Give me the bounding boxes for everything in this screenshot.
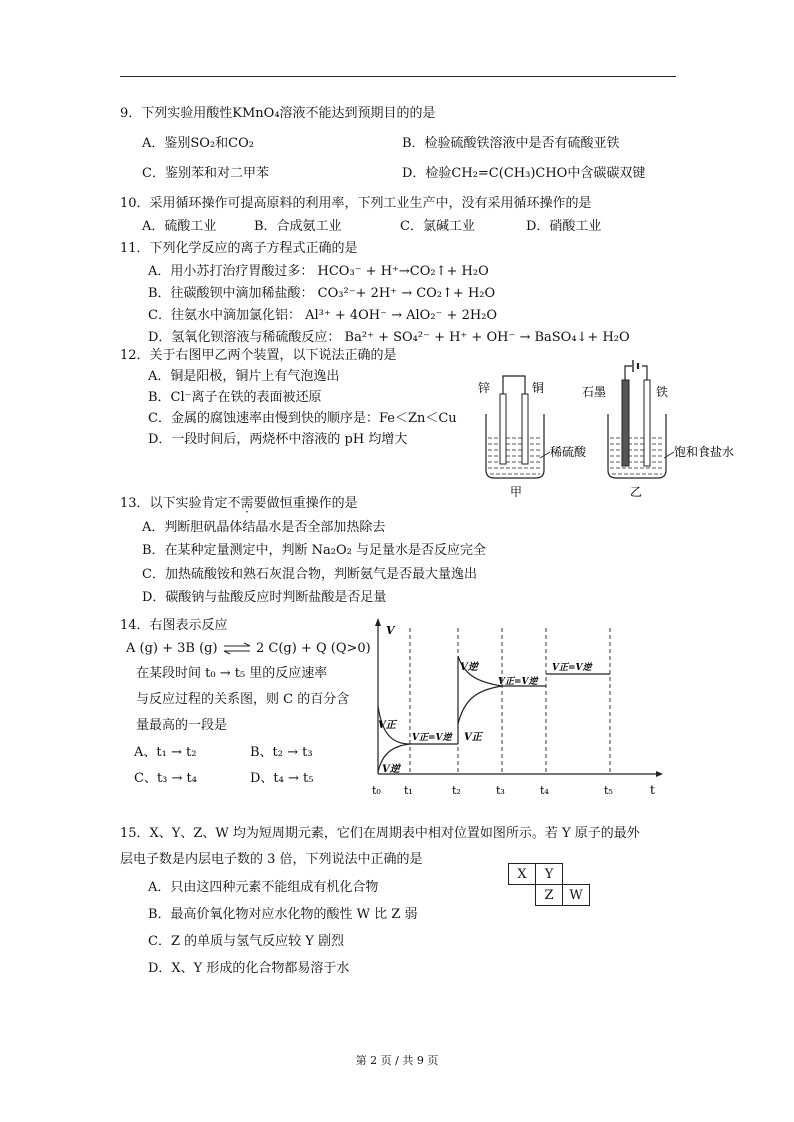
- q13-option-c: C．加热硫酸铵和熟石灰混合物，判断氨气是否最大量逸出: [142, 567, 477, 582]
- q12-stem: 12．关于右图甲乙两个装置，以下说法正确的是: [120, 348, 397, 363]
- q10-option-c: C．氯碱工业: [400, 219, 475, 234]
- reversible-arrow-icon: [222, 642, 252, 656]
- q12-option-d: D．一段时间后，两烧杯中溶液的 pH 均增大: [148, 432, 408, 447]
- header-rule: [120, 76, 676, 77]
- q10-option-d: D．硝酸工业: [526, 219, 602, 234]
- q13-stem-emphasis: 不需要: [227, 496, 267, 511]
- q14-reaction-left: A (g) + 3B (g): [126, 641, 218, 656]
- periodic-position-table: [508, 863, 590, 906]
- q15-option-d: D．X、Y 形成的化合物都易溶于水: [148, 961, 350, 976]
- q13-stem: [120, 496, 358, 512]
- q10-option-a: A．硫酸工业: [142, 219, 217, 234]
- y-axis-label: V: [386, 624, 395, 637]
- x-axis-arrow-icon: [656, 771, 663, 777]
- q9-option-d: D．检验CH₂=C(CH₃)CHO中含碳碳双键: [402, 166, 646, 181]
- q13-option-d: D．碳酸钠与盐酸反应时判断盐酸是否足量: [142, 590, 387, 605]
- q10-option-b: B．合成氨工业: [254, 219, 342, 234]
- q14-option-d: D、t₄ → t₅: [250, 771, 314, 786]
- q15-line2: 层电子数是内层电子数的 3 倍，下列说法中正确的是: [120, 852, 423, 867]
- tick-label: t₂: [452, 784, 461, 797]
- x-axis-label: t: [650, 783, 655, 797]
- y-axis-arrow-icon: [375, 618, 381, 626]
- q14-line4: 量最高的一段是: [136, 718, 228, 733]
- q15-option-a: A．只由这四种元素不能组成有机化合物: [148, 880, 379, 895]
- curve-v-forward-2: [458, 686, 502, 724]
- q9-option-b: B．检验硫酸铁溶液中是否有硫酸亚铁: [402, 136, 620, 151]
- cell-empty: [563, 864, 590, 885]
- q14-line2: 在某段时间 t₀ → t₅ 里的反应速率: [136, 666, 328, 681]
- tick-label: t₄: [540, 784, 549, 797]
- beaker-yi: [608, 360, 674, 478]
- tick-label: t₃: [496, 784, 505, 797]
- q11-option-d: D．氢氧化钡溶液与稀硫酸反应： Ba²⁺ + SO₄²⁻ + H⁺ + OH⁻ → BaSO₄↓+ H₂O: [148, 330, 630, 345]
- label-brine: 饱和食盐水: [674, 445, 735, 459]
- q14-option-b: B、t₂ → t₃: [250, 745, 313, 760]
- label-equilibrium-3: V正=V逆: [552, 663, 592, 673]
- q11-option-c: C．往氨水中滴加氯化铝： Al³⁺ + 4OH⁻ → AlO₂⁻ + 2H₂O: [148, 308, 498, 323]
- label-copper: 铜: [532, 381, 545, 395]
- q12-option-b: B．Cl⁻离子在铁的表面被还原: [148, 390, 322, 405]
- q15-line1: 15．X、Y、Z、W 均为短周期元素，它们在周期表中相对位置如图所示。若 Y 原子的最外: [120, 826, 640, 841]
- page-footer: 第 2 页 / 共 9 页: [355, 1054, 439, 1067]
- q11-option-a: A．用小苏打治疗胃酸过多： HCO₃⁻ + H⁺→CO₂↑+ H₂O: [148, 264, 489, 279]
- q14-option-a: A、t₁ → t₂: [134, 745, 197, 760]
- label-v-reverse-2: V逆: [460, 662, 478, 673]
- q14-line3: 与反应过程的关系图，则 C 的百分含: [136, 692, 350, 707]
- q13-option-b: B．在某种定量测定中，判断 Na₂O₂ 与足量水是否反应完全: [142, 543, 487, 558]
- label-jia: 甲: [510, 485, 523, 499]
- cell-x: X: [509, 864, 536, 885]
- cell-empty: [509, 885, 536, 906]
- label-v-reverse: V逆: [382, 764, 400, 775]
- label-yi: 乙: [630, 485, 643, 499]
- rate-time-chart: [364, 616, 664, 798]
- q11-stem: 11．下列化学反应的离子方程式正确的是: [120, 241, 358, 256]
- cell-w: W: [563, 885, 590, 906]
- q14-stem: 14．右图表示反应: [120, 618, 228, 633]
- label-equilibrium-2: V正=V逆: [498, 677, 538, 687]
- q9-option-c: C．鉴别苯和对二甲苯: [142, 166, 269, 181]
- q13-stem-post: 做恒重操作的是: [266, 496, 358, 511]
- label-graphite: 石墨: [582, 385, 607, 399]
- cell-y: Y: [536, 864, 563, 885]
- tick-label: t₁: [404, 784, 413, 797]
- label-acid: 稀硫酸: [550, 445, 587, 459]
- q9-stem: 9．下列实验用酸性KMnO₄溶液不能达到预期目的的是: [120, 106, 436, 121]
- q12-apparatus-figure: [470, 358, 750, 502]
- q10-stem: 10．采用循环操作可提高原料的利用率，下列工业生产中，没有采用循环操作的是: [120, 196, 592, 211]
- q15-option-c: C．Z 的单质与氢气反应较 Y 剧烈: [148, 934, 344, 949]
- label-iron: 铁: [656, 385, 669, 399]
- q12-option-c: C．金属的腐蚀速率由慢到快的顺序是：Fe＜Zn＜Cu: [148, 411, 457, 426]
- q14-option-c: C、t₃ → t₄: [134, 771, 197, 786]
- tick-label: t₅: [604, 784, 613, 797]
- q14-reaction-right: 2 C(g) + Q (Q>0): [256, 641, 371, 656]
- label-equilibrium-1: V正=V逆: [412, 733, 452, 743]
- q9-option-a: A．鉴别SO₂和CO₂: [142, 136, 254, 151]
- label-zinc: 锌: [478, 381, 491, 395]
- q11-option-b: B．往碳酸钡中滴加稀盐酸： CO₃²⁻+ 2H⁺ → CO₂↑+ H₂O: [148, 286, 496, 301]
- q13-option-a: A．判断胆矾晶体结晶水是否全部加热除去: [142, 520, 386, 535]
- label-v-forward: V正: [378, 720, 396, 731]
- q15-option-b: B．最高价氧化物对应水化物的酸性 W 比 Z 弱: [148, 907, 418, 922]
- q12-option-a: A．铜是阳极，铜片上有气泡逸出: [148, 369, 340, 384]
- label-v-forward-2: V正: [464, 732, 482, 743]
- tick-label: t₀: [372, 784, 381, 797]
- cell-z: Z: [536, 885, 563, 906]
- q13-stem-pre: 13．以下实验肯定: [120, 496, 228, 511]
